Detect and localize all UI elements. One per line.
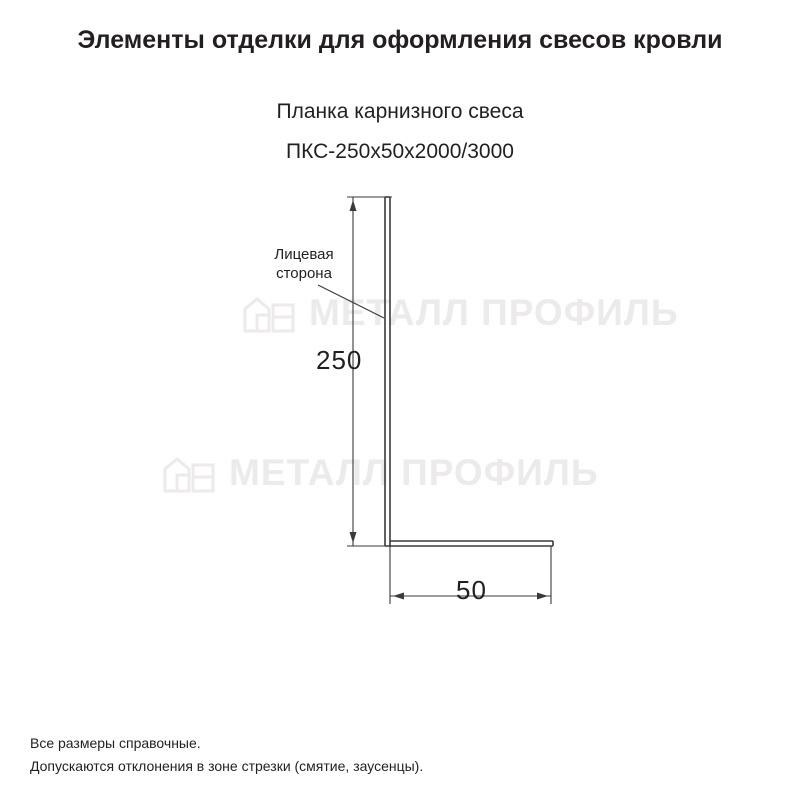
product-code: ПКС-250х50х2000/3000 [286, 140, 514, 163]
dimension-width-value: 50 [456, 575, 487, 605]
profile-outline [385, 197, 553, 546]
leader-face-side [318, 285, 384, 318]
footer-note-2: Допускаются отклонения в зоне стрезки (смятие, заусенцы). [30, 758, 424, 774]
footer-notes [30, 732, 423, 778]
footer-note-1: Все размеры справочные. [30, 735, 201, 751]
watermark-text: МЕТАЛЛ ПРОФИЛЬ [309, 292, 679, 333]
face-side-label-line1: Лицевая [274, 246, 334, 263]
face-side-label-line2: сторона [276, 265, 332, 282]
dimension-height-value: 250 [316, 345, 363, 375]
watermark-text: МЕТАЛЛ ПРОФИЛЬ [229, 452, 599, 493]
page-title: Элементы отделки для оформления свесов кровли [77, 26, 723, 54]
face-side-label [249, 245, 359, 283]
product-name: Планка карнизного свеса [276, 100, 524, 123]
